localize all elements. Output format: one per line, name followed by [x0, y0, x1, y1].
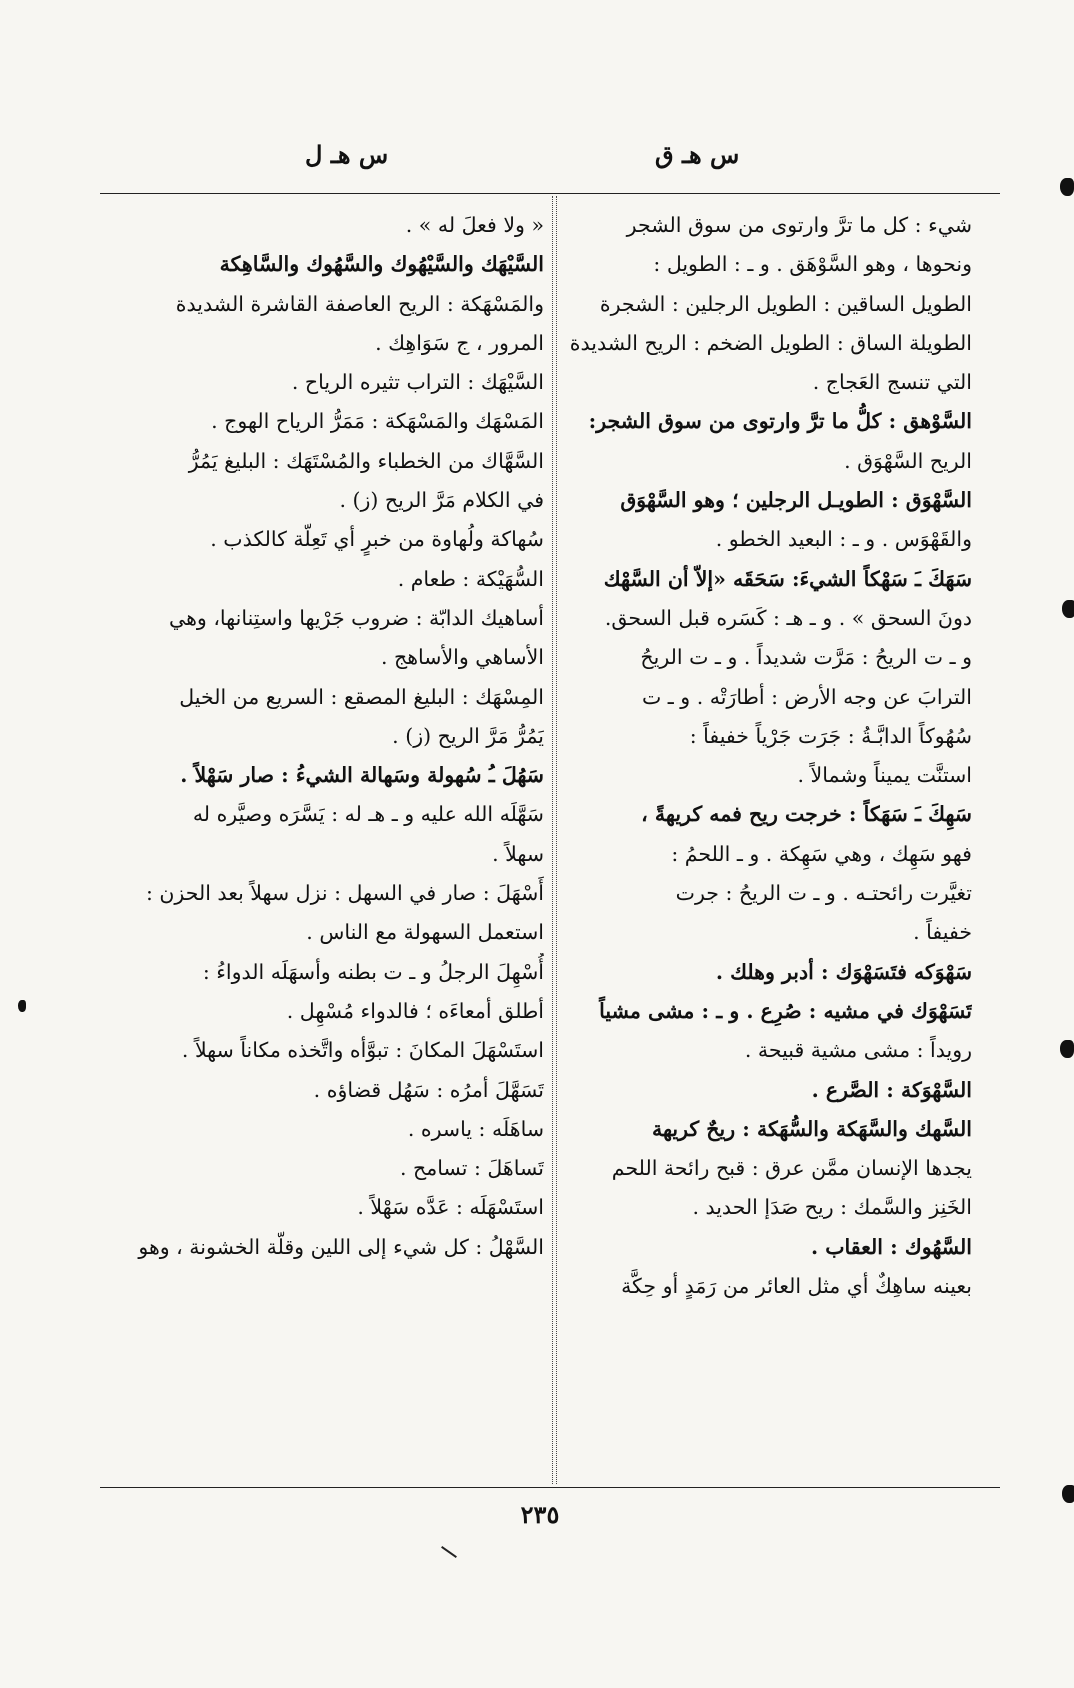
right-line-9: والقَهْوَس . و ـ : البعيد الخطو .	[715, 527, 972, 552]
left-line-20: أُسْهِلَ الرجلُ و ـ ت بطنه وأسهَلَه الدواءُ :	[202, 959, 544, 984]
right-line-26: الخَنِز والسَّمك : ريح صَدَإ الحديد .	[692, 1195, 972, 1220]
bottom-rule	[100, 1487, 1000, 1488]
right-line-16: سَهِكَ ـَ سَهَكاً : خرجت ريح فمه كريهةً ،	[641, 802, 972, 827]
left-line-8: في الكلام مَرَّ الريح (ز) .	[339, 488, 544, 513]
right-running-head: س هـ ق	[655, 140, 740, 169]
left-column	[108, 206, 544, 1267]
left-line-21: أطلق أمعاءَه ؛ فالدواء مُسْهِل .	[286, 998, 544, 1023]
right-line-13: الترابَ عن وجه الأرض : أطارَتْه . و ـ ت	[641, 684, 972, 709]
left-line-15: سَهُلَ ـُ سُهولة وسَهالة الشيءُ : صار سَهْلاً .	[180, 763, 544, 788]
page-number: ٢٣٥	[520, 1500, 560, 1529]
right-line-15: استنَّت يميناً وشمالاً .	[797, 763, 972, 788]
right-line-21: تَسَهْوَك في مشيه : صُرِع . و ـ : مشى مشياً	[599, 998, 972, 1023]
left-line-17: سهلاً .	[492, 841, 544, 866]
left-line-6: المَسْهَك والمَسْهَكة : مَمَرُّ الرياح الهوج .	[211, 409, 544, 434]
left-line-2: السَّيْهَك والسَّيْهُوك والسَّهُوك والسَّاهِكة	[219, 252, 544, 277]
right-line-8: السَّهْوَق : الطويـل الرجلين ؛ وهو السَّهْوَق	[620, 488, 972, 513]
right-line-28: بعينه ساهِكٌ أي مثل العائر من رَمَدٍ أو حِكَّة	[621, 1274, 972, 1299]
right-line-1: شيء : كل ما ترَّ وارتوى من سوق الشجر	[626, 213, 972, 237]
right-line-22: رويداً : مشى مشية قبيحة .	[744, 1038, 972, 1063]
right-line-10: سَهَكَ ـَ سَهْكاً الشيءَ: سَحَقَه «إلاّ أن السَّهْك	[603, 566, 972, 591]
left-line-12: الأساهي والأساهج .	[380, 645, 544, 670]
left-line-19: استعمل السهولة مع الناس .	[306, 920, 544, 945]
right-line-2: ونحوها ، وهو السَّوْهَق . و ـ : الطويل :	[653, 252, 972, 277]
right-line-20: سَهْوَكه فتَسَهْوَك : أدبر وهلك .	[715, 959, 972, 984]
left-line-25: تَساهَلَ : تسامح .	[399, 1156, 544, 1181]
right-line-23: السَّهْوَكة : الصَّرع .	[811, 1077, 972, 1102]
left-line-10: السُّهَيْكة : طعام .	[397, 566, 544, 591]
right-line-17: فهو سَهِك ، وهي سَهِكة . و ـ اللحمُ :	[671, 841, 972, 866]
left-line-4: المرور ، ج سَوَاهِك .	[375, 330, 544, 355]
right-line-3: الطويل الساقين : الطويل الرجلين : الشجرة	[599, 291, 972, 316]
right-column	[562, 206, 972, 1306]
left-line-23: تَسَهَّلَ أمرُه : سَهُل قضاؤه .	[313, 1077, 544, 1102]
left-line-26: استَسْهَلَه : عَدَّه سَهْلاً .	[357, 1195, 544, 1220]
ink-blot-mark	[1060, 178, 1074, 196]
right-line-14: سُهُوكاً الدابَّـةُ : جَرَت جَرْياً خفيفاً :	[689, 723, 972, 748]
left-line-7: السَّهَّاك من الخطباء والمُسْتَهَك : البليغ يَمُرُّ	[188, 448, 544, 473]
right-line-24: السَّهك والسَّهَكة والسُّهَكة : ريحٌ كريهة	[651, 1116, 972, 1141]
left-line-22: استَسْهَلَ المكانَ : تبوَّأه واتَّخذه مكاناً سهلاً .	[181, 1038, 544, 1063]
right-line-4: الطويلة الساق : الطويل الضخم : الريح الشديدة	[569, 330, 972, 355]
left-line-27: السَّهْلُ : كل شيء إلى اللين وقلّة الخشونة ، وهو	[138, 1234, 544, 1259]
right-line-18: تغيَّرت رائحتـه . و ـ ت الريحُ : جرت	[675, 881, 972, 906]
left-line-5: السَّيْهَك : التراب تثيره الرياح .	[291, 370, 544, 395]
left-line-24: ساهَلَه : ياسره .	[407, 1116, 544, 1141]
right-line-19: خفيفاً .	[913, 920, 972, 945]
left-line-14: يَمُرُّ مَرَّ الريح (ز) .	[392, 723, 544, 748]
right-line-7: الريح السَّهْوَق .	[844, 448, 972, 473]
right-line-5: التي تنسج العَجاج .	[812, 370, 972, 395]
left-line-1: « ولا فعلَ له » .	[405, 213, 544, 237]
right-line-11: دونَ السحق » . و ـ هـ : كَسَره قبل السحق.	[604, 605, 972, 630]
left-line-9: سُهاكة ولُهاوة من خبرٍ أي تَعِلّة كالكذب .	[210, 527, 544, 552]
left-line-16: سَهَّلَه الله عليه و ـ هـ له : يَسَّرَه وصيَّره له	[192, 802, 544, 827]
left-line-11: أساهيك الدابّة : ضروب جَرْيها واستِنانها، وهي	[169, 605, 544, 630]
left-running-head: س هـ ل	[305, 140, 389, 169]
ink-blot-mark	[1060, 1040, 1074, 1058]
right-line-25: يجدها الإنسان ممَّن عرق : قبح رائحة اللحم	[611, 1156, 972, 1181]
ink-blot-mark	[18, 1000, 26, 1012]
column-divider	[552, 196, 557, 1484]
left-line-18: أَسْهَلَ : صار في السهل : نزل سهلاً بعد الحزن :	[145, 881, 544, 906]
right-line-27: السَّهُوك : العقاب .	[810, 1234, 972, 1259]
ink-blot-mark	[1062, 600, 1074, 618]
ink-blot-mark	[1062, 1485, 1074, 1503]
stray-pen-stroke	[441, 1546, 457, 1558]
right-line-12: و ـ ت الريحُ : مَرَّت شديداً . و ـ ت الريحُ	[640, 645, 972, 670]
top-rule	[100, 193, 1000, 194]
left-line-13: المِسْهَك : البليغ المصقع : السريع من الخيل	[179, 684, 544, 709]
left-line-3: والمَسْهَكة : الريح العاصفة القاشرة الشديدة	[175, 291, 544, 316]
right-line-6: السَّوْهق : كلُّ ما ترَّ وارتوى من سوق الشجر:	[588, 409, 972, 434]
